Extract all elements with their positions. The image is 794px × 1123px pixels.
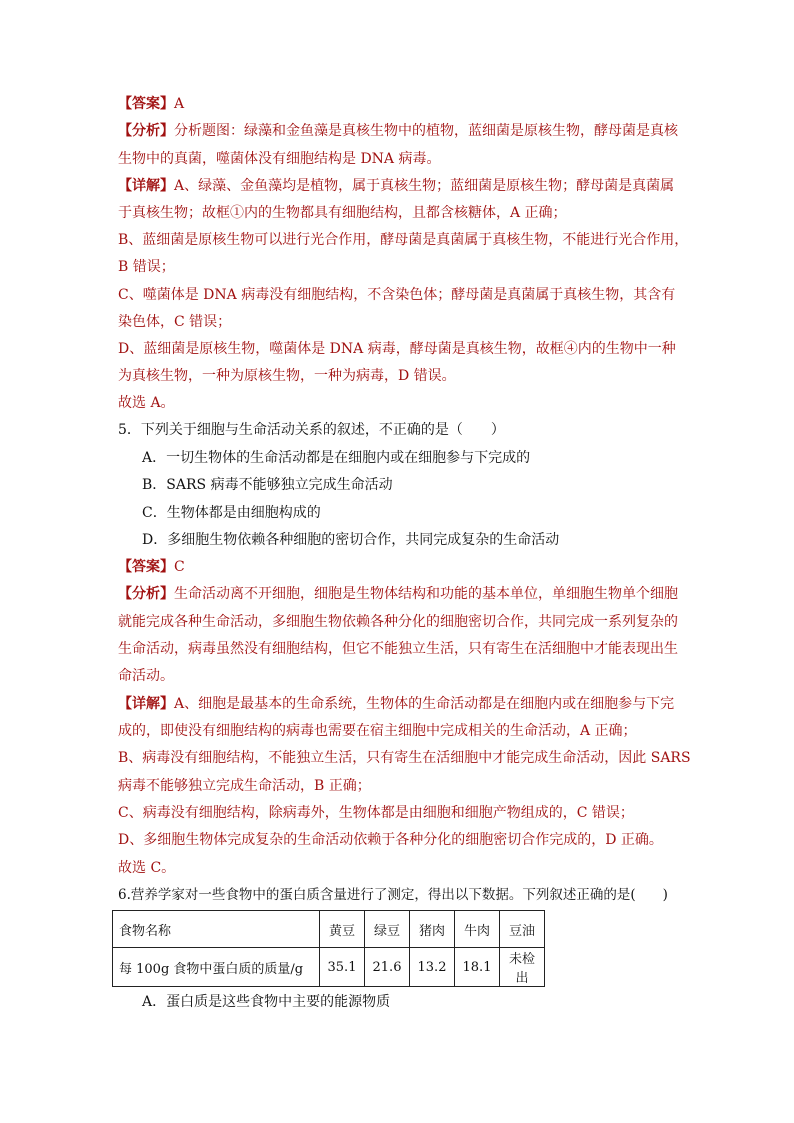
q5-detail-line-1: [118, 694, 674, 714]
table-cell: 21.6: [365, 948, 410, 987]
q4-analysis-line-2: 生物中的真菌，噬菌体没有细胞结构是 DNA 病毒。: [118, 151, 441, 167]
q5-option-b-line-1: B、病毒没有细胞结构，不能独立生活，只有寄生在活细胞中才能完成生命活动，因此 SARS: [118, 750, 691, 766]
q5-option-b-line-2: 病毒不能够独立完成生命活动，B 正确；: [118, 778, 371, 794]
answer-tag: 【答案】: [118, 559, 174, 575]
table-cell: 35.1: [320, 948, 365, 987]
q4-detail-line-2: [118, 203, 567, 223]
q5-detail-line-2: 成的，即使没有细胞结构的病毒也需要在宿主细胞中完成相关的生命活动，A 正确；: [118, 723, 637, 739]
detail-tag: 【详解】: [118, 696, 174, 712]
q5-analysis-line-4: 命活动。: [118, 668, 174, 684]
q4-option-d-line-1: [118, 339, 676, 359]
table-cell: 绿豆: [365, 911, 410, 948]
q5-analysis-line-1: [118, 584, 678, 604]
q4-choose: 故选 A。: [118, 395, 175, 411]
analysis-text: 分析题图：绿藻和金鱼藻是真核生物中的植物，蓝细菌是原核生物，酵母菌是真核: [174, 123, 678, 139]
analysis-text: 生命活动离不开细胞，细胞是生物体结构和功能的基本单位，单细胞生物单个细胞: [174, 586, 678, 602]
q5-option-d: D．多细胞生物依赖各种细胞的密切合作，共同完成复杂的生命活动: [142, 532, 560, 548]
table-cell: 每 100g 食物中蛋白质的质量/g: [113, 948, 320, 987]
d-text-b: 内的生物中一种: [577, 341, 676, 357]
table-cell: 13.2: [410, 948, 455, 987]
q4-option-b-line-1: B、蓝细菌是原核生物可以进行光合作用，酵母菌是真菌属于真核生物，不能进行光合作用，: [118, 232, 689, 248]
q5-analysis-line-3: 生命活动，病毒虽然没有细胞结构，但它不能独立生活，只有寄生在活细胞中才能表现出生: [118, 641, 678, 657]
table-cell: 牛肉: [455, 911, 500, 948]
q5-answer-line: [118, 557, 185, 577]
table-row: [113, 948, 545, 987]
detail-text-a: 于真核生物；故框: [118, 205, 230, 221]
table-cell: 18.1: [455, 948, 500, 987]
detail-text: A、绿藻、金鱼藻均是植物，属于真核生物；蓝细菌是原核生物；酵母菌是真菌属: [174, 178, 675, 194]
detail-text: A、细胞是最基本的生命系统，生物体的生命活动都是在细胞内或在细胞参与下完: [174, 696, 675, 712]
q4-option-c-line-2: 染色体，C 错误；: [118, 314, 232, 330]
q5-analysis-line-2: 就能完成各种生命活动，多细胞生物依赖各种分化的细胞密切合作，共同完成一系列复杂的: [118, 614, 678, 630]
answer-value: A: [174, 96, 185, 112]
q5-option-c: C．生物体都是由细胞构成的: [142, 505, 321, 521]
q4-analysis-line-1: [118, 121, 678, 141]
analysis-tag: 【分析】: [118, 586, 174, 602]
table-header-row: [113, 911, 545, 948]
q4-detail-line-1: [118, 176, 674, 196]
q4-option-b-line-2: B 错误；: [118, 259, 175, 275]
q4-option-d-line-2: 为真核生物，一种为原核生物，一种为病毒，D 错误。: [118, 368, 456, 384]
detail-tag: 【详解】: [118, 178, 174, 194]
table-cell: 猪肉: [410, 911, 455, 948]
answer-value: C: [174, 559, 185, 575]
d-text-a: D、蓝细菌是原核生物，噬菌体是 DNA 病毒，酵母菌是真核生物，故框: [118, 341, 564, 357]
q5-option-d-line: D、多细胞生物体完成复杂的生命活动依赖于各种分化的细胞密切合作完成的，D 正确。: [118, 832, 663, 848]
circled-number-1: ①: [230, 205, 244, 221]
detail-text-b: 内的生物都具有细胞结构，且都含核糖体，A 正确；: [244, 205, 567, 221]
q5-option-c-line: C、病毒没有细胞结构，除病毒外，生物体都是由细胞和细胞产物组成的，C 错误；: [118, 805, 634, 821]
q4-option-c-line-1: C、噬菌体是 DNA 病毒没有细胞结构，不含染色体；酵母菌是真菌属于真核生物，其含有: [118, 287, 676, 303]
table-cell: 豆油: [500, 911, 545, 948]
table-cell: 黄豆: [320, 911, 365, 948]
analysis-tag: 【分析】: [118, 123, 174, 139]
table-cell: 食物名称: [113, 911, 320, 948]
q6-option-a: A．蛋白质是这些食物中主要的能源物质: [142, 994, 391, 1010]
answer-tag: 【答案】: [118, 96, 174, 112]
q6-stem: 6.营养学家对一些食物中的蛋白质含量进行了测定，得出以下数据。下列叙述正确的是( ): [118, 887, 668, 903]
protein-table: [112, 910, 545, 987]
q5-option-b: B．SARS 病毒不能够独立完成生命活动: [142, 477, 393, 493]
q4-answer-line: [118, 94, 184, 114]
table-cell: 未检出: [500, 948, 545, 987]
q5-choose: 故选 C。: [118, 860, 176, 876]
q5-option-a: A．一切生物体的生命活动都是在细胞内或在细胞参与下完成的: [142, 450, 531, 466]
q5-stem: 5．下列关于细胞与生命活动关系的叙述，不正确的是（ ）: [118, 422, 505, 438]
circled-number-4: ④: [563, 341, 578, 357]
